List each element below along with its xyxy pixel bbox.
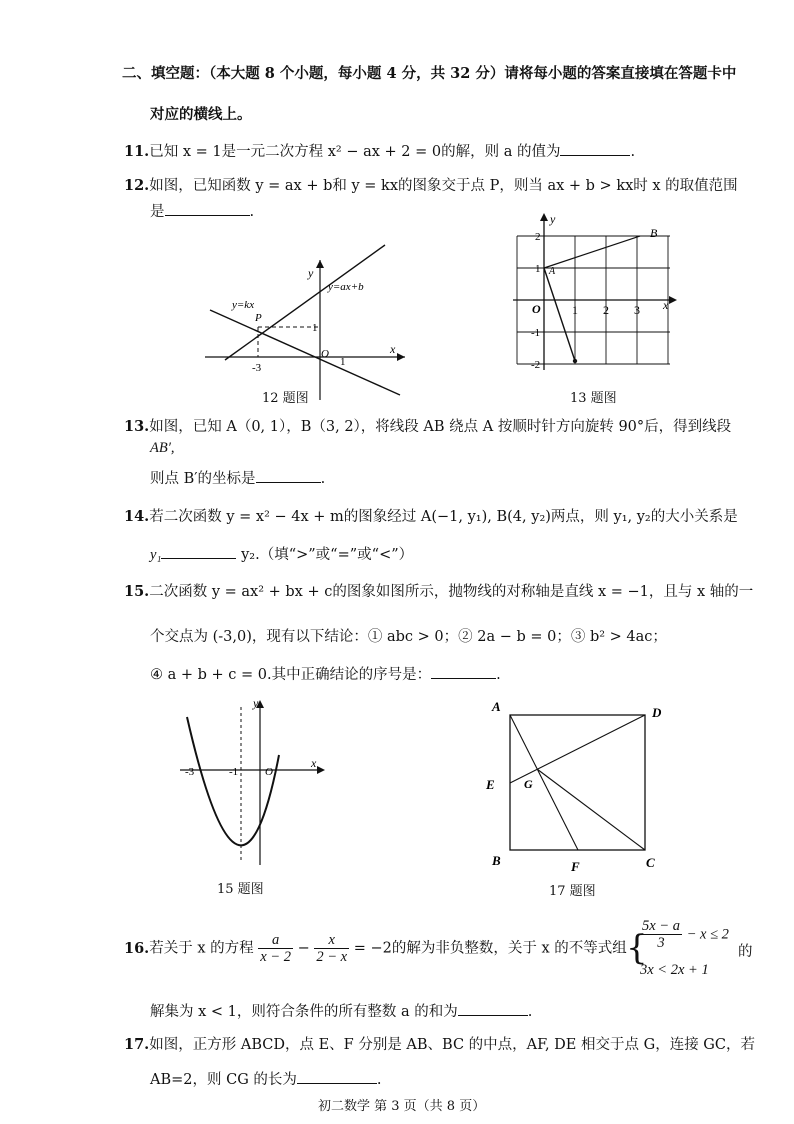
answer-blank-17[interactable] xyxy=(297,1069,377,1084)
label-y15: y xyxy=(253,696,259,710)
answer-blank-16[interactable] xyxy=(458,1001,528,1016)
question-16-cont: 解集为 x < 1，则符合条件的所有整数 a 的和为 . xyxy=(150,1000,532,1021)
label-y: y xyxy=(308,266,314,280)
answer-blank-12[interactable] xyxy=(165,201,250,216)
question-14: 14.若二次函数 y = x² − 4x + m的图象经过 A(−1, y₁), B(4, y₂)两点，则 y₁, y₂的大小关系是 xyxy=(124,508,738,525)
label-G: G xyxy=(524,777,533,791)
question-14-cont: y₁ y₂.（填“>”或“=”或“<”） xyxy=(150,543,413,564)
question-13: 13.如图，已知 A（0, 1），B（3, 2），将线段 AB 绕点 A 按顺时针方向旋转 90°后，得到线段 xyxy=(124,418,732,435)
caption-15: 15 题图 xyxy=(217,882,264,897)
question-15: 15.二次函数 y = ax² + bx + c的图象如图所示，抛物线的对称轴是直线 x = −1，且与 x 轴的一 xyxy=(124,583,754,600)
label-x13: x xyxy=(663,298,669,312)
question-15-cont: 个交点为 (-3,0)，现有以下结论：① abc > 0；② 2a − b = 0；③ b² > 4ac； xyxy=(150,629,667,645)
label-neg1-15: -1 xyxy=(229,766,239,778)
ineq-1: $\frac{5x - a}{3}$ − x ≤ 2 xyxy=(642,918,729,951)
section-heading: 二、填空题：（本大题 8 个小题，每小题 4 分，共 32 分）请将每小题的答案直接填在答题卡中 xyxy=(122,65,737,82)
label-kx: y=kx xyxy=(232,299,255,311)
question-16: 16.若关于 x 的方程 $\frac{a}{x - 2}$ − $\frac{x}{2 - x}$ = −2的解为非负整数，关于 x 的不等式组 xyxy=(124,932,627,965)
question-17-cont: AB=2，则 CG 的长为 . xyxy=(150,1068,382,1089)
figure-12 xyxy=(200,235,410,405)
label-o13: O xyxy=(532,302,541,316)
label-neg3: -3 xyxy=(252,362,262,374)
y-tick-1: 1 xyxy=(535,263,541,275)
label-F: F xyxy=(571,859,580,874)
figure-15 xyxy=(175,695,325,870)
label-p: P xyxy=(255,312,262,324)
caption-17: 17 题图 xyxy=(549,884,596,899)
x-tick-1: 1 xyxy=(572,303,578,317)
answer-blank-15[interactable] xyxy=(431,664,496,679)
ineq-2: 3x < 2x + 1 xyxy=(640,962,709,978)
label-x15: x xyxy=(311,756,317,770)
label-E: E xyxy=(486,777,495,792)
brace: { xyxy=(626,928,648,968)
caption-13: 13 题图 xyxy=(570,391,617,406)
figure-13 xyxy=(505,208,685,378)
question-12: 12.如图，已知函数 y = ax + b和 y = kx的图象交于点 P，则当 ax + b > kx时 x 的取值范围 xyxy=(124,177,738,194)
y-tick-neg1: -1 xyxy=(531,327,541,339)
label-a: A xyxy=(549,266,556,277)
y-tick-neg2: -2 xyxy=(531,359,541,371)
x-tick-3: 3 xyxy=(634,303,640,317)
question-13-cont: 则点 B′的坐标是 . xyxy=(150,467,325,488)
label-o: O xyxy=(321,348,329,360)
figure-17 xyxy=(480,695,680,880)
label-1y: 1 xyxy=(312,322,318,334)
page-footer: 初二数学 第 3 页（共 8 页） xyxy=(318,1099,486,1114)
question-12-cont: 是 . xyxy=(150,200,254,221)
label-o15: O xyxy=(265,766,273,778)
label-b: B xyxy=(650,226,658,240)
answer-blank-14[interactable] xyxy=(161,544,236,559)
label-x: x xyxy=(390,342,396,356)
section-heading-cont: 对应的横线上。 xyxy=(150,106,252,123)
question-11: 11.已知 x = 1是一元二次方程 x² − ax + 2 = 0的解，则 a 的值为 . xyxy=(124,143,636,160)
caption-12: 12 题图 xyxy=(262,391,309,406)
x-tick-2: 2 xyxy=(603,303,609,317)
label-y13: y xyxy=(550,212,556,226)
label-C: C xyxy=(646,855,655,870)
answer-blank-11[interactable] xyxy=(560,141,630,156)
label-neg3-15: -3 xyxy=(185,766,195,778)
label-B: B xyxy=(492,853,501,868)
label-D: D xyxy=(652,705,662,720)
question-13-ab: AB′, xyxy=(150,440,175,456)
answer-blank-13[interactable] xyxy=(256,468,321,483)
label-1x: 1 xyxy=(340,356,346,368)
label-ax: y=ax+b xyxy=(328,281,364,293)
question-16-de: 的 xyxy=(738,944,753,960)
question-17: 17.如图，正方形 ABCD，点 E、F 分别是 AB、BC 的中点，AF, DE 相交于点 G，连接 GC，若 xyxy=(124,1036,755,1053)
label-A: A xyxy=(492,699,501,714)
y-tick-2: 2 xyxy=(535,231,541,243)
question-15-cont2: ④ a + b + c = 0.其中正确结论的序号是： . xyxy=(150,663,501,684)
